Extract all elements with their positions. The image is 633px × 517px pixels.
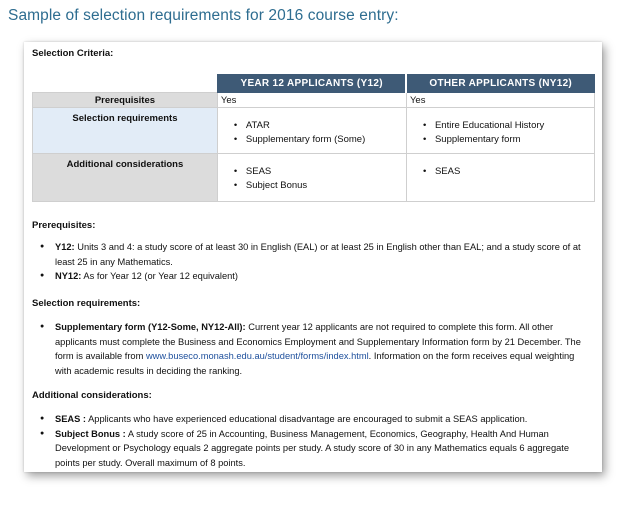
list-item: • Supplementary form (Some) [246,133,406,147]
forms-link[interactable]: www.buseco.monash.edu.au/student/forms/index.html [145,351,369,362]
item-label: Subject Bonus : [55,428,126,439]
table-corner [33,75,218,93]
selection-requirements-title: Selection requirements: [32,298,141,309]
item-label: SEAS : [55,414,86,424]
item-label: Supplementary form (Y12-Some, NY12-All): [55,322,246,332]
table-row [33,108,595,154]
item-label: Y12: [55,242,75,252]
list-item: • ATAR [246,119,406,133]
row-label: Additional considerations [66,159,184,170]
item-label: NY12: [55,271,82,282]
criteria-table [32,74,595,202]
list-item: • Supplementary form [435,133,594,147]
col-header-ny12: OTHER APPLICANTS (NY12) [406,75,594,93]
list-item [55,427,592,471]
item-text: Units 3 and 4: a study score of at least 30 in English (EAL) or at least 25 in English other than EAL; and a study score of at least 25 in any Mathematics. [55,242,581,267]
list-item: • Entire Educational History [435,119,594,133]
cell-prereq-ny12: Yes [406,93,594,108]
cell-selection-y12 [217,108,406,154]
row-label: Selection requirements [72,113,178,124]
selection-requirements-list [32,320,592,379]
item-text: Current year 12 applicants are not required to complete this form. All other applicants must complete the Business and Economics Employment and Supplementary Information form by 21 December. The form is available from [55,322,581,362]
list-item [55,412,592,427]
table-row [33,93,595,108]
cell-additional-ny12 [406,154,594,202]
page-heading: Sample of selection requirements for 2016 course entry: [8,7,399,24]
selection-criteria-title: Selection Criteria: [32,48,114,59]
item-text: . Information on the form receives equal weighting with academic results in deciding the ranking. [55,351,575,377]
row-header-selection-requirements [33,108,218,154]
row-header-additional-considerations [33,154,218,202]
cell-additional-y12 [217,154,406,202]
additional-considerations-list [32,412,592,471]
list-item: • Subject Bonus [246,179,406,193]
item-text: Applicants who have experienced educational disadvantage are encouraged to submit a SEAS application. [86,414,528,424]
list-item: • SEAS [246,165,406,179]
row-header-prerequisites: Prerequisites [33,93,218,108]
cell-prereq-y12: Yes [217,93,406,108]
list-item [55,240,592,269]
item-text: A study score of 25 in Accounting, Business Management, Economics, Geography, Health And Human Development or Psychology equals 2 aggregate points per study. A study score of 30 in any Mathematics equals 6 aggregate points per study. Overall maximum of 8 points. [55,428,570,469]
selection-card [24,42,602,472]
list-item [55,269,592,284]
item-text: As for Year 12 (or Year 12 equivalent) [81,271,238,282]
list-item: • SEAS [435,165,594,179]
additional-considerations-title: Additional considerations: [32,390,152,401]
table-header-row [33,75,595,93]
col-header-y12: YEAR 12 APPLICANTS (Y12) [217,75,406,93]
prerequisites-list [32,240,592,284]
list-item [55,320,592,379]
table-row [33,154,595,202]
cell-selection-ny12 [406,108,594,154]
prerequisites-title: Prerequisites: [32,220,96,231]
